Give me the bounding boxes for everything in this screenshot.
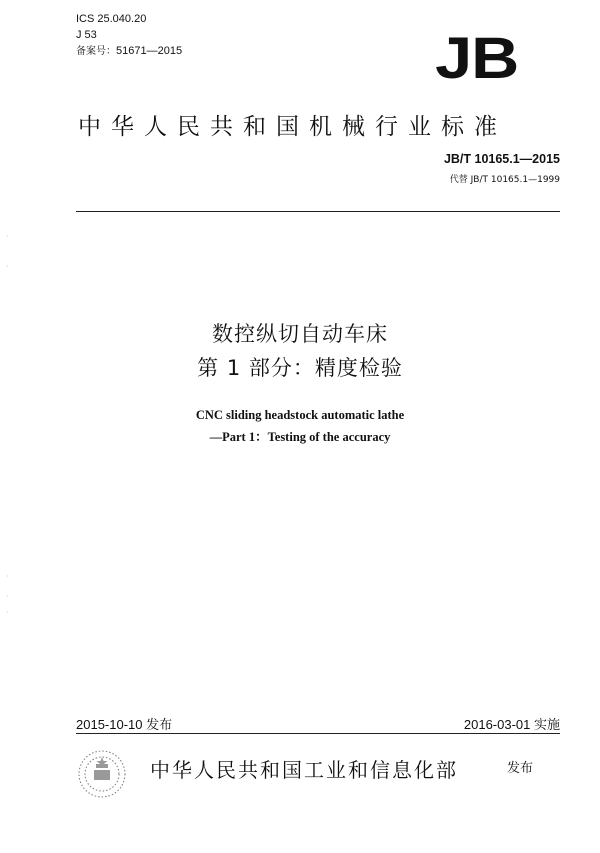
ministry-emblem-icon <box>76 748 128 800</box>
replaces-standard: 代替 JB/T 10165.1—1999 <box>449 175 560 185</box>
title-zh-line2: 第 1 部分：精度检验 <box>197 356 403 380</box>
header-divider <box>76 211 560 212</box>
publish-date: 2015-10-10 发布 <box>76 717 173 732</box>
margin-speck: · <box>6 608 9 617</box>
footer-divider <box>76 733 560 734</box>
title-en-line2: —Part 1：Testing of the accuracy <box>209 430 391 444</box>
ics-code: ICS 25.040.20 <box>76 13 147 25</box>
issuing-authority: 中华人民共和国工业和信息化部 <box>150 758 458 782</box>
classification-code: J 53 <box>76 29 97 41</box>
filing-number-line <box>76 44 182 59</box>
issue-label: 发布 <box>507 761 534 776</box>
standard-category-title: 中华人民共和国机械行业标准 <box>78 114 507 140</box>
standard-number: JB/T 10165.1—2015 <box>443 152 560 166</box>
margin-speck: · <box>6 262 9 271</box>
margin-speck: · <box>6 592 9 601</box>
implement-date: 2016-03-01 实施 <box>463 717 560 732</box>
jb-logo: JB <box>435 26 518 91</box>
margin-speck: · <box>6 232 9 241</box>
filing-label: 备案号： <box>76 46 116 57</box>
title-en-line1: CNC sliding headstock automatic lathe <box>195 408 405 422</box>
title-zh-line1: 数控纵切自动车床 <box>212 322 388 346</box>
filing-number: 51671—2015 <box>116 45 183 57</box>
margin-speck: · <box>6 572 9 581</box>
